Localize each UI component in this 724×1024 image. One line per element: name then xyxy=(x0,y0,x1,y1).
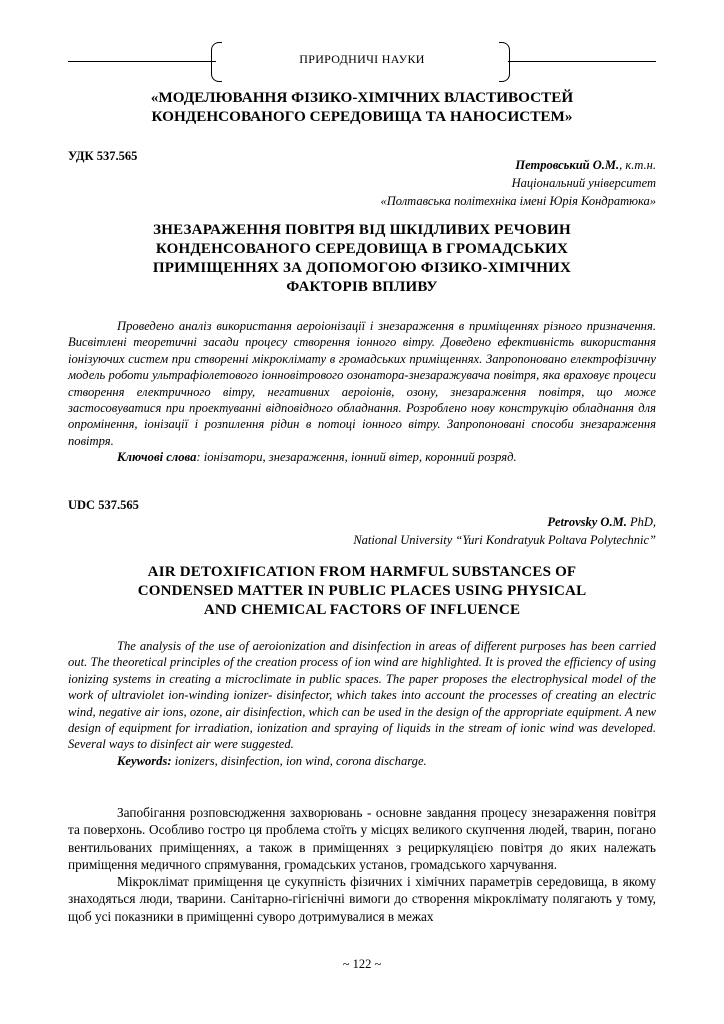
paper-title-en: AIR DETOXIFICATION FROM HARMFUL SUBSTANCES OF CONDENSED MATTER IN PUBLIC PLACES USING PHYSICAL AND CHEMICAL FACTORS OF INFLUENCE xyxy=(137,564,587,618)
body-text xyxy=(68,804,656,925)
author-degree-ua: , к.т.н. xyxy=(619,158,656,172)
section-title: «МОДЕЛЮВАННЯ ФІЗИКО-ХІМІЧНИХ ВЛАСТИВОСТЕЙ КОНДЕНСОВАНОГО СЕРЕДОВИЩА ТА НАНОСИСТЕМ» xyxy=(150,89,574,125)
affiliation-ua-1: Національний університет xyxy=(511,176,656,190)
running-header: ПРИРОДНИЧІ НАУКИ xyxy=(299,52,425,66)
author-name-ua: Петровський О.М. xyxy=(515,158,620,172)
keywords-label-ua: Ключові слова xyxy=(117,450,197,465)
affiliation-en: National University “Yuri Kondratyuk Poltava Polytechnic” xyxy=(353,533,656,547)
author-degree-en: PhD, xyxy=(626,515,656,529)
udc-ua: УДК 537.565 xyxy=(68,149,138,163)
udc-en: UDC 537.565 xyxy=(68,498,139,512)
abstract-en-text: The analysis of the use of aeroionization and disinfection in areas of different purposes has been carried out. The theoretical principles of the creation process of ion wind are highlighted. It is proved the efficiency of using ionizing systems in creating a microclimate in public spaces. The paper proposes the electrophysical model of the work of ultraviolet ion-winding ionizer- disinfector, which takes into account the processes of creating an electric wind, negative air ions, ozone, air disinfection, which can be used in the design of the appropriate equipment. A new design of equipment for irradiation, ionization and spraying of liquids in the stream of ionic wind was developed. Several ways to disinfect air were suggested. xyxy=(68,639,656,752)
author-block-ua xyxy=(381,156,657,210)
abstract-en xyxy=(68,638,656,769)
paper-title-ua: ЗНЕЗАРАЖЕННЯ ПОВІТРЯ ВІД ШКІДЛИВИХ РЕЧОВИН КОНДЕНСОВАНОГО СЕРЕДОВИЩА В ГРОМАДСЬКИХ ПРИМІЩЕННЯХ ЗА ДОПОМОГОЮ ФІЗИКО-ХІМІЧНИХ ФАКТОРІВ ВПЛИВУ xyxy=(152,222,572,295)
affiliation-ua-2: «Полтавська політехніка імені Юрія Кондратюка» xyxy=(380,194,656,208)
header-brace-left xyxy=(211,42,222,82)
header-rule-right xyxy=(508,61,656,62)
abstract-ua xyxy=(68,318,656,466)
keywords-label-en: Keywords: xyxy=(117,753,172,768)
header-brace-right xyxy=(499,42,510,82)
author-name-en: Petrovsky O.M. xyxy=(547,515,627,529)
page-number: ~ 122 ~ xyxy=(342,957,382,971)
keywords-ua: Ключові слова: іонізатори, знезараження, іонний вітер, коронний розряд. xyxy=(117,450,517,465)
author-block-en xyxy=(353,513,656,549)
keywords-en: Keywords: ionizers, disinfection, ion wind, corona discharge. xyxy=(117,753,427,768)
body-paragraph-2: Мікроклімат приміщення це сукупність фізичних і хімічних параметрів середовища, в якому знаходяться люди, тварини. Санітарно-гігієнічні вимоги до створення мікроклімату полягають у тому, щоб усі показники в приміщенні суворо дотримувалися в межах xyxy=(68,874,656,924)
body-paragraph-1: Запобігання розповсюдження захворювань - основне завдання процесу знезараження повітря та поверхонь. Особливо гостро ця проблема стоїть у місцях великого скупчення людей, тварин, погано вентильованих приміщеннях, а також в приміщеннях з рециркуляцією повітря до яких належать приміщення медичного спрямування, громадських установ, громадського харчування. xyxy=(68,805,656,872)
abstract-ua-text: Проведено аналіз використання аероіонізації і знезараження в приміщеннях різного призначення. Висвітлені теоретичні засади процесу створення іонного вітру. Доведено ефективність використання іонізуючих систем при створенні мікроклімату в громадських приміщеннях. Запропоновано електрофізичну модель роботи ультрафіолетового іонновітрового озонатора-знезаражувача повітря, яка враховує процеси створення електричного вітру, негативних аероіонів, озону, знезараження повітря, що може застосовуватися при проектуванні відповідного обладнання. Розроблено нову конструкцію обладнання для опромінення, іонізації і розпилення рідин в потоці іонного вітру. Запропоновані способи знезараження повітря. xyxy=(68,319,656,448)
header-rule-left xyxy=(68,61,216,62)
